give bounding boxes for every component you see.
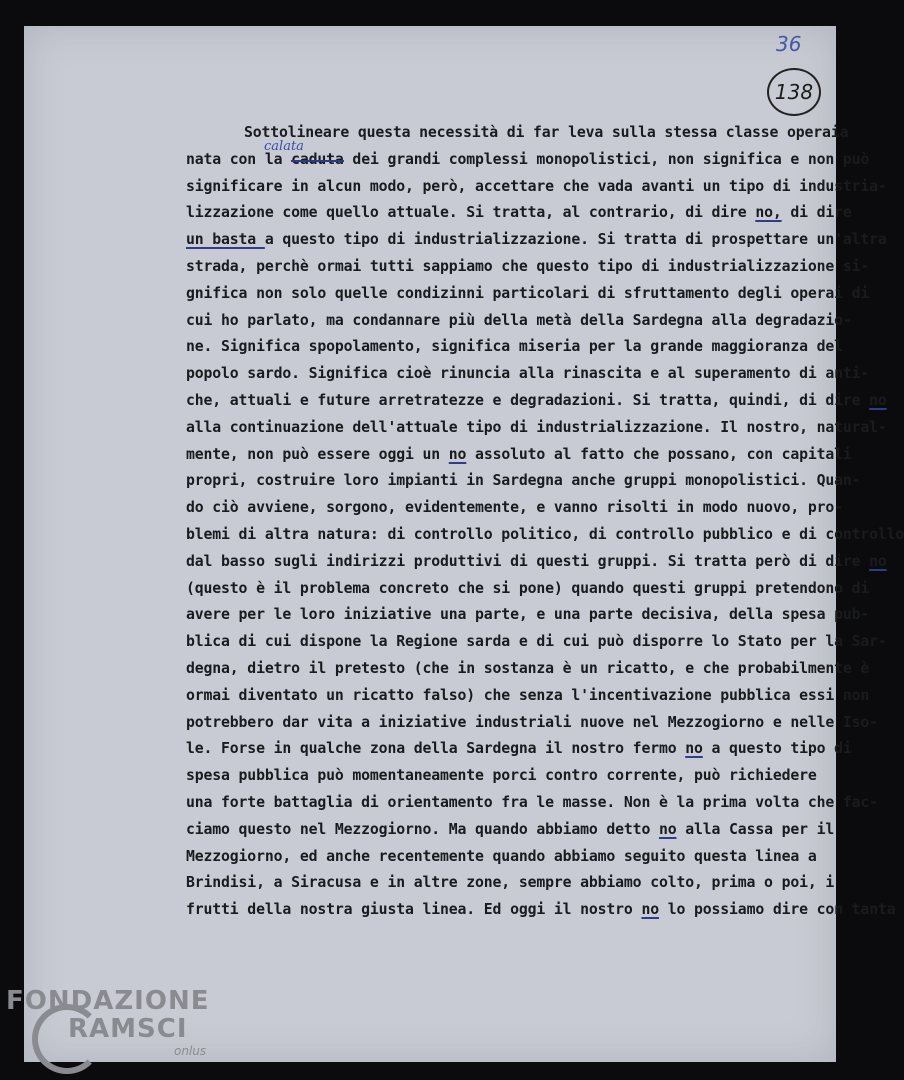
text-line: spesa pubblica può momentaneamente porci contro corrente, può richiedere <box>186 767 817 785</box>
page-number: 36 <box>776 32 802 56</box>
underlined-word: no <box>448 445 467 463</box>
text-line: strada, perchè ormai tutti sappiamo che questo tipo di industrializzazione si- <box>186 257 870 275</box>
text-line: lizzazione come quello attuale. Si tratta, al contrario, di dire no, di dire <box>186 204 852 222</box>
text-line: degna, dietro il pretesto (che in sostanza è un ricatto, e che probabilmente è <box>186 659 870 677</box>
text-line: mente, non può essere oggi un no assoluto al fatto che possano, con capitali <box>186 445 852 463</box>
text-line: alla continuazione dell'attuale tipo di industrializzazione. Il nostro, natural- <box>186 418 887 436</box>
text-line: un basta a questo tipo di industrializzazione. Si tratta di prospettare un'altra <box>186 231 887 249</box>
underlined-word: no <box>685 740 703 758</box>
watermark-line-1: FONDAZIONE <box>6 986 210 1016</box>
typed-text-body <box>186 120 904 924</box>
text-line: propri, costruire loro impianti in Sardegna anche gruppi monopolistici. Quan- <box>186 472 861 490</box>
text-line: nata con la caduta dei grandi complessi monopolistici, non significa e non può <box>186 150 870 168</box>
underlined-word: no <box>869 391 887 409</box>
text-line: che, attuali e future arretratezze e degradazioni. Si tratta, quindi, di dire no <box>186 391 887 409</box>
text-line: ormai diventato un ricatto falso) che senza l'incentivazione pubblica essi non <box>186 686 870 704</box>
text-line: blica di cui dispone la Regione sarda e di cui può disporre lo Stato per la Sar- <box>186 633 887 651</box>
text-line: do ciò avviene, sorgono, evidentemente, e vanno risolti in modo nuovo, pro- <box>186 499 843 517</box>
text-line: Mezzogiorno, ed anche recentemente quando abbiamo seguito questa linea a <box>186 847 817 865</box>
struck-word: caduta <box>291 150 344 168</box>
text-line: ne. Significa spopolamento, significa miseria per la grande maggioranza del <box>186 338 843 356</box>
text-line: dal basso sugli indirizzi produttivi di questi gruppi. Si tratta però di dire no <box>186 552 887 570</box>
watermark-line-3: onlus <box>174 1044 207 1058</box>
underlined-word: no <box>869 552 887 570</box>
text-line: le. Forse in qualche zona della Sardegna il nostro fermo no a questo tipo di <box>186 740 852 758</box>
text-line: Sottolineare questa necessità di far leva sulla stessa classe operaia <box>244 124 849 141</box>
handwritten-correction: calata <box>264 139 304 154</box>
text-line: gnifica non solo quelle condizinni particolari di sfruttamento degli operai di <box>186 284 870 302</box>
text-line: cui ho parlato, ma condannare più della metà della Sardegna alla degradazio- <box>186 311 852 329</box>
underlined-word: no <box>658 820 677 838</box>
text-line: ciamo questo nel Mezzogiorno. Ma quando abbiamo detto no alla Cassa per il <box>186 820 835 838</box>
text-line: blemi di altra natura: di controllo politico, di controllo pubblico e di controllo <box>186 525 904 543</box>
circled-page-number <box>767 68 821 116</box>
text-line: una forte battaglia di orientamento fra le masse. Non è la prima volta che fac- <box>186 793 878 811</box>
text-line: significare in alcun modo, però, accettare che vada avanti un tipo di industria- <box>186 177 887 195</box>
watermark-line-2: RAMSCI <box>68 1014 188 1044</box>
text-line: avere per le loro iniziative una parte, e una parte decisiva, della spesa pub- <box>186 606 870 624</box>
underlined-word: no <box>641 901 659 919</box>
text-line: Brindisi, a Siracusa e in altre zone, sempre abbiamo colto, prima o poi, i <box>186 874 835 892</box>
underlined-word: un basta <box>186 231 265 249</box>
text-line: potrebbero dar vita a iniziative industriali nuove nel Mezzogiorno e nelle Iso- <box>186 713 878 731</box>
text-line: frutti della nostra giusta linea. Ed oggi il nostro no lo possiamo dire con tanta <box>186 901 896 919</box>
circled-number-text: 138 <box>774 80 814 104</box>
text-line: (questo è il problema concreto che si pone) quando questi gruppi pretendono di <box>186 579 870 597</box>
text-line: popolo sardo. Significa cioè rinuncia alla rinascita e al superamento di anti- <box>186 365 870 383</box>
underlined-word: no, <box>755 204 782 222</box>
